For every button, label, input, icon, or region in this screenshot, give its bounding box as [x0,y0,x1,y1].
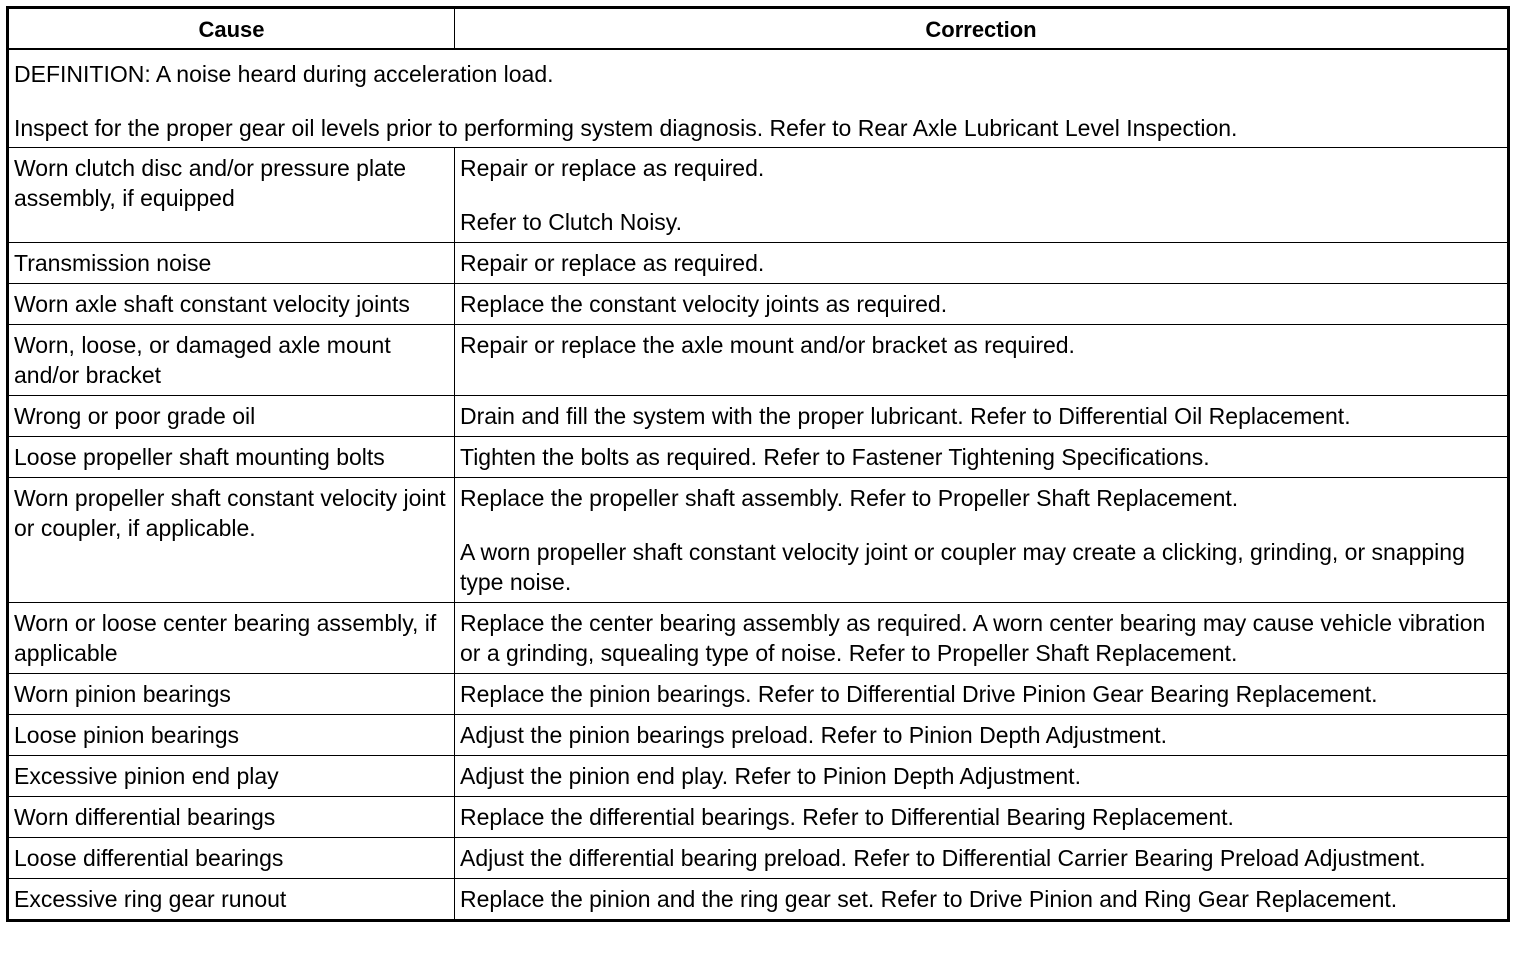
correction-paragraph: Replace the pinion and the ring gear set. Refer to Drive Pinion and Ring Gear Replacement. [460,886,1398,912]
table-row [8,437,1509,478]
correction-cell [455,148,1509,243]
cause-header: Cause [8,8,455,50]
table-row [8,756,1509,797]
correction-cell [455,797,1509,838]
cause-cell: Worn pinion bearings [8,674,455,715]
correction-cell [455,284,1509,325]
correction-paragraph: Drain and fill the system with the proper lubricant. Refer to Differential Oil Replacement. [460,403,1351,429]
definition-row [8,49,1509,148]
diagnosis-table [6,6,1510,922]
correction-paragraph: Adjust the pinion bearings preload. Refer to Pinion Depth Adjustment. [460,722,1168,748]
table-row [8,603,1509,674]
correction-cell [455,715,1509,756]
correction-cell [455,756,1509,797]
correction-paragraph: Replace the propeller shaft assembly. Refer to Propeller Shaft Replacement. [460,485,1239,511]
correction-cell [455,243,1509,284]
correction-paragraph: Adjust the pinion end play. Refer to Pinion Depth Adjustment. [460,763,1081,789]
correction-cell [455,325,1509,396]
correction-cell [455,478,1509,603]
cause-cell: Worn propeller shaft constant velocity joint or coupler, if applicable. [8,478,455,603]
table-row [8,243,1509,284]
table-row [8,838,1509,879]
table-row [8,797,1509,838]
correction-cell [455,879,1509,921]
cause-cell: Excessive ring gear runout [8,879,455,921]
table-row [8,879,1509,921]
cause-cell: Loose propeller shaft mounting bolts [8,437,455,478]
correction-paragraph: Repair or replace as required. [460,250,765,276]
cause-cell: Loose pinion bearings [8,715,455,756]
correction-paragraph: Refer to Clutch Noisy. [460,209,682,235]
correction-paragraph: Replace the constant velocity joints as required. [460,291,948,317]
cause-cell: Worn, loose, or damaged axle mount and/or bracket [8,325,455,396]
cause-cell: Worn or loose center bearing assembly, if applicable [8,603,455,674]
inspection-note: Inspect for the proper gear oil levels prior to performing system diagnosis. Refer to Rear Axle Lubricant Level Inspection. [14,115,1238,141]
cause-cell: Loose differential bearings [8,838,455,879]
correction-cell [455,674,1509,715]
header-row [8,8,1509,50]
cause-cell: Wrong or poor grade oil [8,396,455,437]
cause-cell: Worn clutch disc and/or pressure plate assembly, if equipped [8,148,455,243]
table-row [8,396,1509,437]
cause-cell: Transmission noise [8,243,455,284]
table-row [8,478,1509,603]
correction-paragraph: Replace the pinion bearings. Refer to Differential Drive Pinion Gear Bearing Replacement. [460,681,1378,707]
table-row [8,715,1509,756]
correction-paragraph: Tighten the bolts as required. Refer to Fastener Tightening Specifications. [460,444,1210,470]
correction-paragraph: Replace the center bearing assembly as required. A worn center bearing may cause vehicle vibration or a grinding, squealing type of noise. Refer to Propeller Shaft Replacement. [460,610,1486,666]
correction-cell [455,838,1509,879]
cause-cell: Excessive pinion end play [8,756,455,797]
table-row [8,284,1509,325]
cause-cell: Worn axle shaft constant velocity joints [8,284,455,325]
correction-paragraph: Replace the differential bearings. Refer to Differential Bearing Replacement. [460,804,1234,830]
table-row [8,148,1509,243]
cause-cell: Worn differential bearings [8,797,455,838]
correction-cell [455,396,1509,437]
table-row [8,674,1509,715]
table-row [8,325,1509,396]
correction-cell [455,603,1509,674]
correction-paragraph: Adjust the differential bearing preload. Refer to Differential Carrier Bearing Preload Adjustment. [460,845,1426,871]
correction-paragraph: A worn propeller shaft constant velocity joint or coupler may create a clicking, grinding, or snapping type noise. [460,539,1465,595]
correction-paragraph: Repair or replace the axle mount and/or bracket as required. [460,332,1075,358]
definition-cell [8,49,1509,148]
definition-text: DEFINITION: A noise heard during acceleration load. [14,61,554,87]
correction-cell [455,437,1509,478]
correction-header: Correction [455,8,1509,50]
correction-paragraph: Repair or replace as required. [460,155,765,181]
